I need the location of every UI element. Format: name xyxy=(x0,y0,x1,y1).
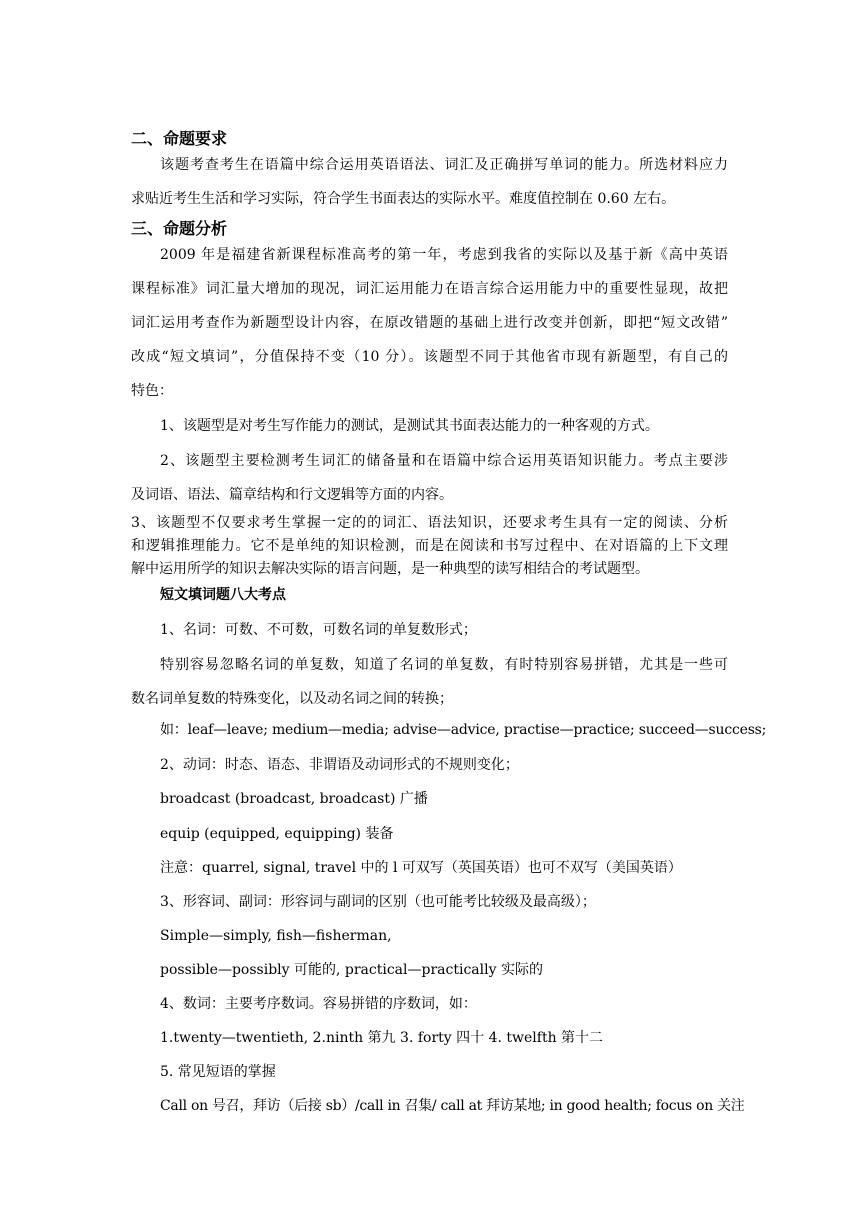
analysis-paragraph-line: 2009 年是福建省新课程标准高考的第一年，考虑到我省的实际以及基于新《高中英语 xyxy=(160,247,728,263)
section-heading-requirements: 二、命题要求 xyxy=(131,129,228,148)
requirements-paragraph-line: 求贴近考生生活和学习实际，符合学生书面表达的实际水平。难度值控制在 0.60 左右。 xyxy=(131,191,676,207)
point-1-description: 特别容易忽略名词的单复数，知道了名词的单复数，有时特别容易拼错，尤其是一些可 xyxy=(160,657,728,673)
analysis-paragraph-line: 改成“短文填词”，分值保持不变（10 分）。该题型不同于其他省市现有新题型，有自己的 xyxy=(131,349,728,365)
point-5-example: Call on 号召，拜访（后接 sb）/call in 召集/ call at 拜访某地; in good health; focus on 关注 xyxy=(160,1098,745,1114)
feature-item-3-continued: 和逻辑推理能力。它不是单纯的知识检测，而是在阅读和书写过程中、在对语篇的上下文理 xyxy=(131,538,728,554)
point-3-example: Simple—simply, fish—fisherman, xyxy=(160,928,392,944)
point-3-adjectives-adverbs: 3、形容词、副词：形容词与副词的区别（也可能考比较级及最高级）； xyxy=(160,894,596,910)
requirements-paragraph-line: 该题考查考生在语篇中综合运用英语语法、词汇及正确拼写单词的能力。所选材料应力 xyxy=(160,157,728,173)
point-2-example: equip (equipped, equipping) 装备 xyxy=(160,826,394,842)
point-5-phrases: 5. 常见短语的掌握 xyxy=(160,1064,276,1080)
point-3-example: possible—possibly 可能的, practical—practically 实际的 xyxy=(160,962,543,978)
point-4-numerals: 4、数词：主要考序数词。容易拼错的序数词，如： xyxy=(160,996,477,1012)
subheading-key-points: 短文填词题八大考点 xyxy=(160,587,286,603)
analysis-paragraph-line: 课程标准》词汇量大增加的现况，词汇运用能力在语言综合运用能力中的重要性显现，故把 xyxy=(131,281,728,297)
feature-item-1: 1、该题型是对考生写作能力的测试，是测试其书面表达能力的一种客观的方式。 xyxy=(160,418,659,434)
point-1-nouns: 1、名词：可数、不可数，可数名词的单复数形式； xyxy=(160,622,477,638)
feature-item-3-continued: 解中运用所学的知识去解决实际的语言问题，是一种典型的读写相结合的考试题型。 xyxy=(131,561,649,577)
point-1-examples: 如：leaf—leave; medium—media; advise—advice, practise—practice; succeed—success; xyxy=(160,722,767,738)
analysis-paragraph-line: 特色： xyxy=(131,383,173,399)
section-heading-analysis: 三、命题分析 xyxy=(131,219,228,238)
point-2-example: broadcast (broadcast, broadcast) 广播 xyxy=(160,791,428,807)
point-2-verbs: 2、动词：时态、语态、非谓语及动词形式的不规则变化； xyxy=(160,757,519,773)
point-1-description: 数名词单复数的特殊变化，以及动名词之间的转换； xyxy=(131,691,453,707)
feature-item-2-continued: 及词语、语法、篇章结构和行文逻辑等方面的内容。 xyxy=(131,487,453,503)
feature-item-3: 3、该题型不仅要求考生掌握一定的的词汇、语法知识，还要求考生具有一定的阅读、分析 xyxy=(131,515,728,531)
point-2-note: 注意：quarrel, signal, travel 中的 l 可双写（英国英语）也可不双写（美国英语） xyxy=(160,860,682,876)
point-4-example: 1.twenty—twentieth, 2.ninth 第九 3. forty 四十 4. twelfth 第十二 xyxy=(160,1030,604,1046)
feature-item-2: 2、该题型主要检测考生词汇的储备量和在语篇中综合运用英语知识能力。考点主要涉 xyxy=(160,453,728,469)
analysis-paragraph-line: 词汇运用考查作为新题型设计内容，在原改错题的基础上进行改变并创新，即把“短文改错” xyxy=(131,315,728,331)
